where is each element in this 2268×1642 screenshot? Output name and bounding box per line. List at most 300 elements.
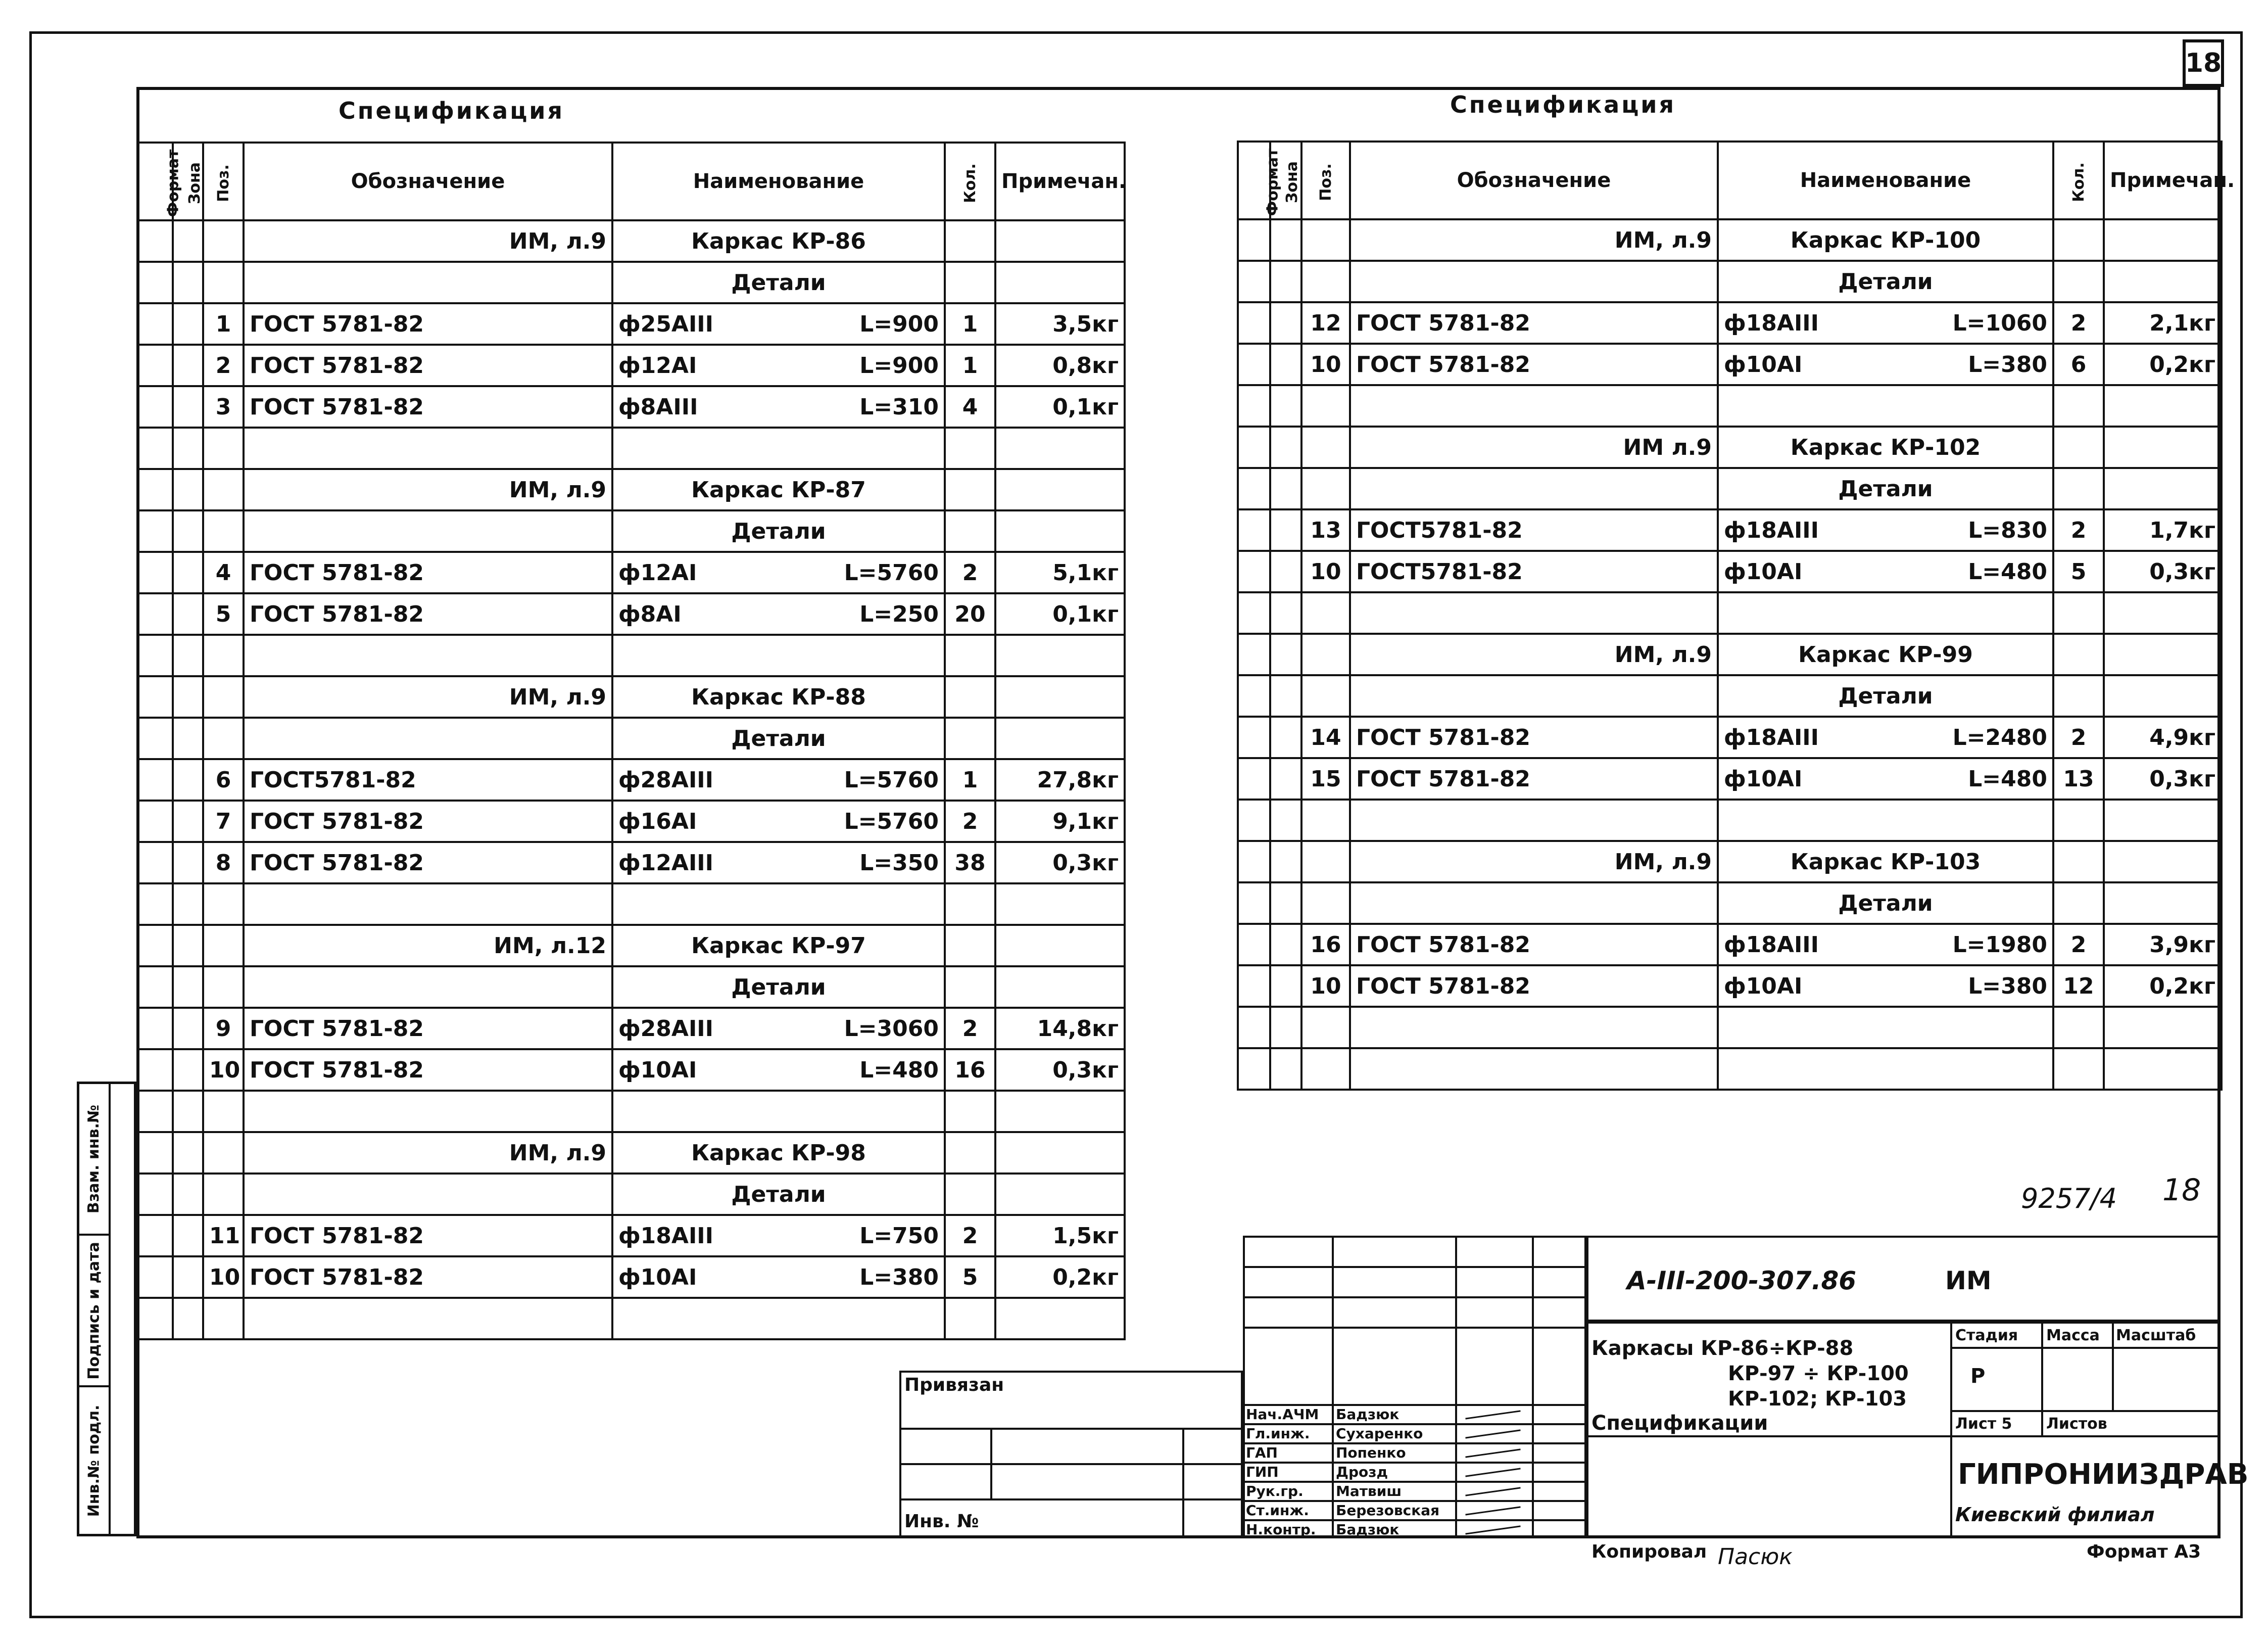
spec-pos — [1301, 1007, 1350, 1048]
spec-pos: 14 — [1301, 717, 1350, 758]
spec-note — [995, 925, 1125, 966]
side-stamp-cell-sign: Подпись и дата — [79, 1236, 109, 1387]
spec-row — [1238, 882, 2222, 924]
spec-row — [138, 345, 1125, 386]
spec-designation: ИМ, л.9 — [1350, 634, 1718, 675]
spec-pos: 1 — [203, 303, 244, 345]
spec-designation: ИМ, л.9 — [244, 469, 612, 510]
title-line-4: Спецификации — [1591, 1412, 1768, 1435]
spec-pos: 8 — [203, 842, 244, 883]
spec-name: Каркас КР-99 — [1718, 634, 2053, 675]
signature-name: Березовская — [1336, 1502, 1440, 1519]
spec-designation — [1350, 261, 1718, 302]
spec-row — [1238, 551, 2222, 592]
spec-row — [1238, 427, 2222, 468]
spec-name: ф18АIII L=830 — [1718, 509, 2053, 551]
spec-designation: ГОСТ 5781-82 — [1350, 758, 1718, 800]
scale-label: Масштаб — [2116, 1327, 2196, 1344]
header-pos: Поз. — [203, 143, 244, 220]
spec-row — [138, 262, 1125, 303]
signature-role: Ст.инж. — [1246, 1502, 1309, 1519]
spec-pos: 2 — [203, 345, 244, 386]
spec-name: Детали — [612, 718, 945, 759]
title-line-2: КР-97 ÷ КР-100 — [1728, 1362, 1909, 1385]
spec-note — [2104, 1048, 2222, 1090]
side-stamp-divider — [109, 1084, 111, 1534]
spec-designation: ГОСТ 5781-82 — [244, 386, 612, 428]
spec-qty — [2053, 1048, 2104, 1090]
spec-designation — [244, 1298, 612, 1339]
spec-table-right — [1237, 140, 2235, 1091]
spec-note: 0,2кг — [2104, 965, 2222, 1007]
spec-name: Каркас КР-103 — [1718, 841, 2053, 882]
spec-qty — [2053, 219, 2104, 261]
spec-designation — [244, 883, 612, 925]
spec-note — [995, 510, 1125, 552]
spec-designation: ГОСТ 5781-82 — [244, 1049, 612, 1091]
spec-name: Детали — [612, 510, 945, 552]
spec-designation — [244, 1091, 612, 1132]
spec-designation: ГОСТ 5781-82 — [244, 345, 612, 386]
spec-designation: ГОСТ 5781-82 — [244, 842, 612, 883]
spec-qty: 5 — [2053, 551, 2104, 592]
spec-qty — [2053, 427, 2104, 468]
org-name: ГИПРОНИИЗДРАВ — [1958, 1458, 2249, 1491]
spec-designation: ГОСТ 5781-82 — [244, 1256, 612, 1298]
spec-designation: ГОСТ 5781-82 — [244, 1008, 612, 1049]
sheets-label: Листов — [2046, 1415, 2107, 1433]
spec-name: Детали — [1718, 882, 2053, 924]
spec-row — [138, 1298, 1125, 1339]
header-designation: Обозначение — [244, 143, 612, 220]
spec-row — [138, 593, 1125, 635]
spec-note: 0,3кг — [2104, 551, 2222, 592]
spec-designation: ГОСТ 5781-82 — [244, 303, 612, 345]
spec-note — [2104, 675, 2222, 717]
spec-name: Детали — [1718, 468, 2053, 509]
spec-pos: 10 — [203, 1256, 244, 1298]
spec-row — [138, 842, 1125, 883]
spec-note — [995, 262, 1125, 303]
spec-name — [612, 1091, 945, 1132]
spec-row — [1238, 344, 2222, 385]
spec-qty — [2053, 1007, 2104, 1048]
page-number: 18 — [2183, 39, 2224, 87]
spec-row — [138, 966, 1125, 1008]
spec-note: 4,9кг — [2104, 717, 2222, 758]
spec-name: Каркас КР-97 — [612, 925, 945, 966]
spec-designation — [244, 510, 612, 552]
spec-note: 0,3кг — [995, 1049, 1125, 1091]
spec-note — [2104, 219, 2222, 261]
spec-pos — [203, 966, 244, 1008]
spec-name — [612, 883, 945, 925]
spec-note — [995, 635, 1125, 676]
spec-qty: 13 — [2053, 758, 2104, 800]
spec-designation — [1350, 468, 1718, 509]
spec-pos — [203, 925, 244, 966]
spec-qty — [945, 966, 995, 1008]
spec-name: ф8АI L=250 — [612, 593, 945, 635]
spec-row — [138, 925, 1125, 966]
spec-row — [1238, 509, 2222, 551]
spec-pos: 5 — [203, 593, 244, 635]
spec-name: Детали — [612, 966, 945, 1008]
spec-qty: 1 — [945, 345, 995, 386]
spec-note: 1,5кг — [995, 1215, 1125, 1256]
spec-designation: ИМ, л.9 — [244, 1132, 612, 1174]
title-line-3: КР-102; КР-103 — [1728, 1387, 1907, 1411]
spec-note — [2104, 592, 2222, 634]
spec-note — [2104, 427, 2222, 468]
spec-qty — [945, 883, 995, 925]
title-line-1: Каркасы КР-86÷КР-88 — [1591, 1337, 1854, 1360]
spec-pos — [203, 510, 244, 552]
spec-note: 3,5кг — [995, 303, 1125, 345]
spec-name: ф10АI L=480 — [1718, 758, 2053, 800]
spec-name: ф18АIII L=1980 — [1718, 924, 2053, 965]
spec-qty — [2053, 261, 2104, 302]
signature-role: Н.контр. — [1246, 1521, 1316, 1538]
spec-qty — [2053, 841, 2104, 882]
spec-qty: 12 — [2053, 965, 2104, 1007]
spec-designation: ГОСТ 5781-82 — [1350, 302, 1718, 344]
spec-row — [138, 1049, 1125, 1091]
spec-note: 0,2кг — [995, 1256, 1125, 1298]
signature-role: ГИП — [1246, 1464, 1279, 1480]
spec-qty — [2053, 592, 2104, 634]
spec-row — [138, 552, 1125, 593]
spec-designation: ГОСТ5781-82 — [1350, 509, 1718, 551]
sheet-code: 9257/4 — [2021, 1183, 2117, 1214]
signature-name: Бадзюк — [1336, 1406, 1400, 1423]
spec-row — [138, 386, 1125, 428]
spec-note — [2104, 634, 2222, 675]
spec-pos — [203, 718, 244, 759]
stage-value: Р — [1970, 1365, 1986, 1388]
spec-designation — [1350, 1048, 1718, 1090]
spec-note — [995, 1174, 1125, 1215]
spec-name: Детали — [612, 262, 945, 303]
spec-header-row — [1238, 142, 2222, 219]
spec-qty — [945, 1091, 995, 1132]
spec-designation — [1350, 592, 1718, 634]
spec-pos: 11 — [203, 1215, 244, 1256]
spec-note — [995, 883, 1125, 925]
spec-note — [995, 428, 1125, 469]
spec-note — [2104, 1007, 2222, 1048]
spec-qty — [2053, 800, 2104, 841]
spec-pos — [203, 1298, 244, 1339]
spec-designation — [1350, 385, 1718, 427]
spec-note: 1,7кг — [2104, 509, 2222, 551]
spec-designation: ГОСТ 5781-82 — [244, 552, 612, 593]
spec-name — [612, 635, 945, 676]
header-note: Примечан. — [995, 143, 1125, 220]
spec-designation — [1350, 800, 1718, 841]
spec-row — [1238, 675, 2222, 717]
spec-pos: 10 — [1301, 344, 1350, 385]
spec-pos: 6 — [203, 759, 244, 801]
header-qty: Кол. — [945, 143, 995, 220]
spec-designation — [244, 1174, 612, 1215]
header-name: Наименование — [612, 143, 945, 220]
spec-designation: ГОСТ5781-82 — [1350, 551, 1718, 592]
spec-designation: ГОСТ 5781-82 — [244, 801, 612, 842]
signature-name: Попенко — [1336, 1444, 1406, 1461]
spec-row — [138, 883, 1125, 925]
spec-name: Каркас КР-86 — [612, 220, 945, 262]
signature-name: Бадзюк — [1336, 1521, 1400, 1538]
spec-note — [995, 676, 1125, 718]
spec-pos — [1301, 592, 1350, 634]
spec-pos — [1301, 219, 1350, 261]
spec-designation: ИМ л.9 — [1350, 427, 1718, 468]
spec-note — [995, 718, 1125, 759]
spec-qty: 6 — [2053, 344, 2104, 385]
spec-note — [995, 220, 1125, 262]
spec-qty — [945, 262, 995, 303]
spec-qty: 16 — [945, 1049, 995, 1091]
spec-row — [1238, 634, 2222, 675]
spec-pos — [203, 883, 244, 925]
spec-row — [1238, 468, 2222, 509]
spec-note — [2104, 468, 2222, 509]
spec-qty: 2 — [2053, 717, 2104, 758]
spec-designation — [1350, 1007, 1718, 1048]
spec-pos — [203, 635, 244, 676]
spec-qty: 5 — [945, 1256, 995, 1298]
header-format: Формат — [138, 143, 173, 220]
spec-pos — [1301, 800, 1350, 841]
spec-name: Детали — [612, 1174, 945, 1215]
spec-name: ф28АIII L=5760 — [612, 759, 945, 801]
spec-pos: 13 — [1301, 509, 1350, 551]
header-format: Формат — [1238, 142, 1270, 219]
spec-row — [138, 510, 1125, 552]
header-zone: Зона — [173, 143, 203, 220]
spec-name: ф10АI L=380 — [1718, 965, 2053, 1007]
spec-qty — [2053, 385, 2104, 427]
spec-qty — [2053, 675, 2104, 717]
spec-qty: 1 — [945, 759, 995, 801]
spec-name: Каркас КР-102 — [1718, 427, 2053, 468]
spec-row — [1238, 219, 2222, 261]
spec-qty — [945, 469, 995, 510]
spec-row — [1238, 385, 2222, 427]
spec-pos: 10 — [1301, 965, 1350, 1007]
inv-label: Инв. № — [904, 1511, 979, 1532]
spec-designation — [244, 262, 612, 303]
header-note: Примечан. — [2104, 142, 2222, 219]
spec-designation: ИМ, л.12 — [244, 925, 612, 966]
spec-note: 3,9кг — [2104, 924, 2222, 965]
spec-qty: 20 — [945, 593, 995, 635]
spec-row — [1238, 841, 2222, 882]
spec-note: 0,1кг — [995, 593, 1125, 635]
spec-row — [138, 1008, 1125, 1049]
spec-row — [138, 801, 1125, 842]
spec-name: ф18АIII L=2480 — [1718, 717, 2053, 758]
spec-designation: ГОСТ 5781-82 — [244, 593, 612, 635]
spec-note: 0,3кг — [2104, 758, 2222, 800]
spec-row — [138, 759, 1125, 801]
spec-pos — [1301, 427, 1350, 468]
spec-pos — [1301, 841, 1350, 882]
spec-pos — [1301, 1048, 1350, 1090]
spec-designation: ГОСТ 5781-82 — [244, 1215, 612, 1256]
spec-designation — [244, 718, 612, 759]
spec-row — [138, 635, 1125, 676]
spec-note — [2104, 882, 2222, 924]
spec-name — [1718, 1007, 2053, 1048]
spec-row — [138, 1091, 1125, 1132]
spec-designation — [1350, 882, 1718, 924]
spec-qty — [945, 1298, 995, 1339]
spec-name — [612, 1298, 945, 1339]
spec-name: ф10АI L=480 — [612, 1049, 945, 1091]
spec-pos: 3 — [203, 386, 244, 428]
spec-pos — [1301, 882, 1350, 924]
spec-row — [1238, 302, 2222, 344]
spec-note — [2104, 800, 2222, 841]
spec-qty: 2 — [945, 1008, 995, 1049]
spec-pos — [1301, 261, 1350, 302]
spec-name — [1718, 385, 2053, 427]
spec-row — [1238, 261, 2222, 302]
spec-name: ф10АI L=380 — [612, 1256, 945, 1298]
header-name: Наименование — [1718, 142, 2053, 219]
spec-note: 27,8кг — [995, 759, 1125, 801]
spec-name: Детали — [1718, 261, 2053, 302]
spec-name — [1718, 800, 2053, 841]
spec-qty: 38 — [945, 842, 995, 883]
spec-qty — [945, 1174, 995, 1215]
spec-qty: 2 — [2053, 924, 2104, 965]
spec-qty: 2 — [2053, 302, 2104, 344]
spec-name: ф18АIII L=1060 — [1718, 302, 2053, 344]
spec-row — [1238, 965, 2222, 1007]
signature-name: Сухаренко — [1336, 1425, 1423, 1442]
sheet-label: Лист 5 — [1955, 1415, 2012, 1433]
copied-signature: Пасюк — [1718, 1544, 1793, 1570]
spec-row — [138, 220, 1125, 262]
spec-note: 0,8кг — [995, 345, 1125, 386]
spec-header-row — [138, 143, 1125, 220]
spec-row — [1238, 758, 2222, 800]
spec-note: 2,1кг — [2104, 302, 2222, 344]
spec-pos — [203, 1174, 244, 1215]
header-designation: Обозначение — [1350, 142, 1718, 219]
spec-qty — [945, 220, 995, 262]
sheet-code-number: 18 — [2162, 1172, 2201, 1208]
spec-designation: ГОСТ 5781-82 — [1350, 965, 1718, 1007]
spec-designation: ГОСТ 5781-82 — [1350, 717, 1718, 758]
spec-note: 0,2кг — [2104, 344, 2222, 385]
spec-name: ф8АIII L=310 — [612, 386, 945, 428]
spec-pos: 15 — [1301, 758, 1350, 800]
spec-designation — [244, 428, 612, 469]
side-stamp — [77, 1082, 136, 1536]
spec-row — [138, 303, 1125, 345]
spec-row — [138, 1215, 1125, 1256]
spec-qty — [945, 718, 995, 759]
spec-qty — [945, 925, 995, 966]
spec-qty: 1 — [945, 303, 995, 345]
spec-name: Каркас КР-98 — [612, 1132, 945, 1174]
signature-role: Рук.гр. — [1246, 1483, 1304, 1499]
format-label: Формат А3 — [2087, 1541, 2201, 1562]
signature-role: Нач.АЧМ — [1246, 1406, 1319, 1423]
spec-name: ф10АI L=480 — [1718, 551, 2053, 592]
spec-note: 14,8кг — [995, 1008, 1125, 1049]
spec-row — [1238, 924, 2222, 965]
spec-note: 5,1кг — [995, 552, 1125, 593]
spec-name: Каркас КР-88 — [612, 676, 945, 718]
spec-pos: 7 — [203, 801, 244, 842]
spec-note — [2104, 261, 2222, 302]
spec-pos — [203, 676, 244, 718]
spec-pos: 16 — [1301, 924, 1350, 965]
mass-label: Масса — [2046, 1327, 2100, 1344]
spec-note: 0,3кг — [995, 842, 1125, 883]
spec-name: ф12АI L=5760 — [612, 552, 945, 593]
spec-name — [612, 428, 945, 469]
spec-qty — [2053, 634, 2104, 675]
side-stamp-cell-swap: Взам. инв.№ — [79, 1084, 109, 1236]
spec-name: Детали — [1718, 675, 2053, 717]
signature-name: Матвиш — [1336, 1483, 1402, 1499]
spec-note — [995, 966, 1125, 1008]
spec-pos — [203, 220, 244, 262]
spec-pos — [1301, 675, 1350, 717]
spec-row — [138, 1256, 1125, 1298]
header-pos: Поз. — [1301, 142, 1350, 219]
spec-qty — [945, 635, 995, 676]
signature-role: ГАП — [1246, 1444, 1278, 1461]
spec-name — [1718, 592, 2053, 634]
spec-designation: ИМ, л.9 — [244, 220, 612, 262]
spec-qty — [945, 676, 995, 718]
spec-qty: 2 — [2053, 509, 2104, 551]
header-qty: Кол. — [2053, 142, 2104, 219]
spec-designation: ИМ, л.9 — [1350, 841, 1718, 882]
spec-row — [1238, 1048, 2222, 1090]
spec-name: Каркас КР-87 — [612, 469, 945, 510]
spec-qty — [2053, 882, 2104, 924]
spec-note — [2104, 385, 2222, 427]
spec-note — [995, 1298, 1125, 1339]
spec-name: ф18АIII L=750 — [612, 1215, 945, 1256]
spec-row — [138, 428, 1125, 469]
spec-qty: 2 — [945, 1215, 995, 1256]
spec-designation — [1350, 675, 1718, 717]
spec-designation — [244, 635, 612, 676]
spec-pos: 10 — [203, 1049, 244, 1091]
spec-note: 9,1кг — [995, 801, 1125, 842]
spec-pos: 12 — [1301, 302, 1350, 344]
spec-name: ф12АIII L=350 — [612, 842, 945, 883]
spec-row — [1238, 800, 2222, 841]
spec-pos — [1301, 468, 1350, 509]
spec-name — [1718, 1048, 2053, 1090]
bound-label: Привязан — [904, 1375, 1004, 1395]
header-zone: Зона — [1270, 142, 1301, 219]
spec-pos — [203, 262, 244, 303]
spec-name: ф16АI L=5760 — [612, 801, 945, 842]
spec-qty — [2053, 468, 2104, 509]
spec-designation — [244, 966, 612, 1008]
